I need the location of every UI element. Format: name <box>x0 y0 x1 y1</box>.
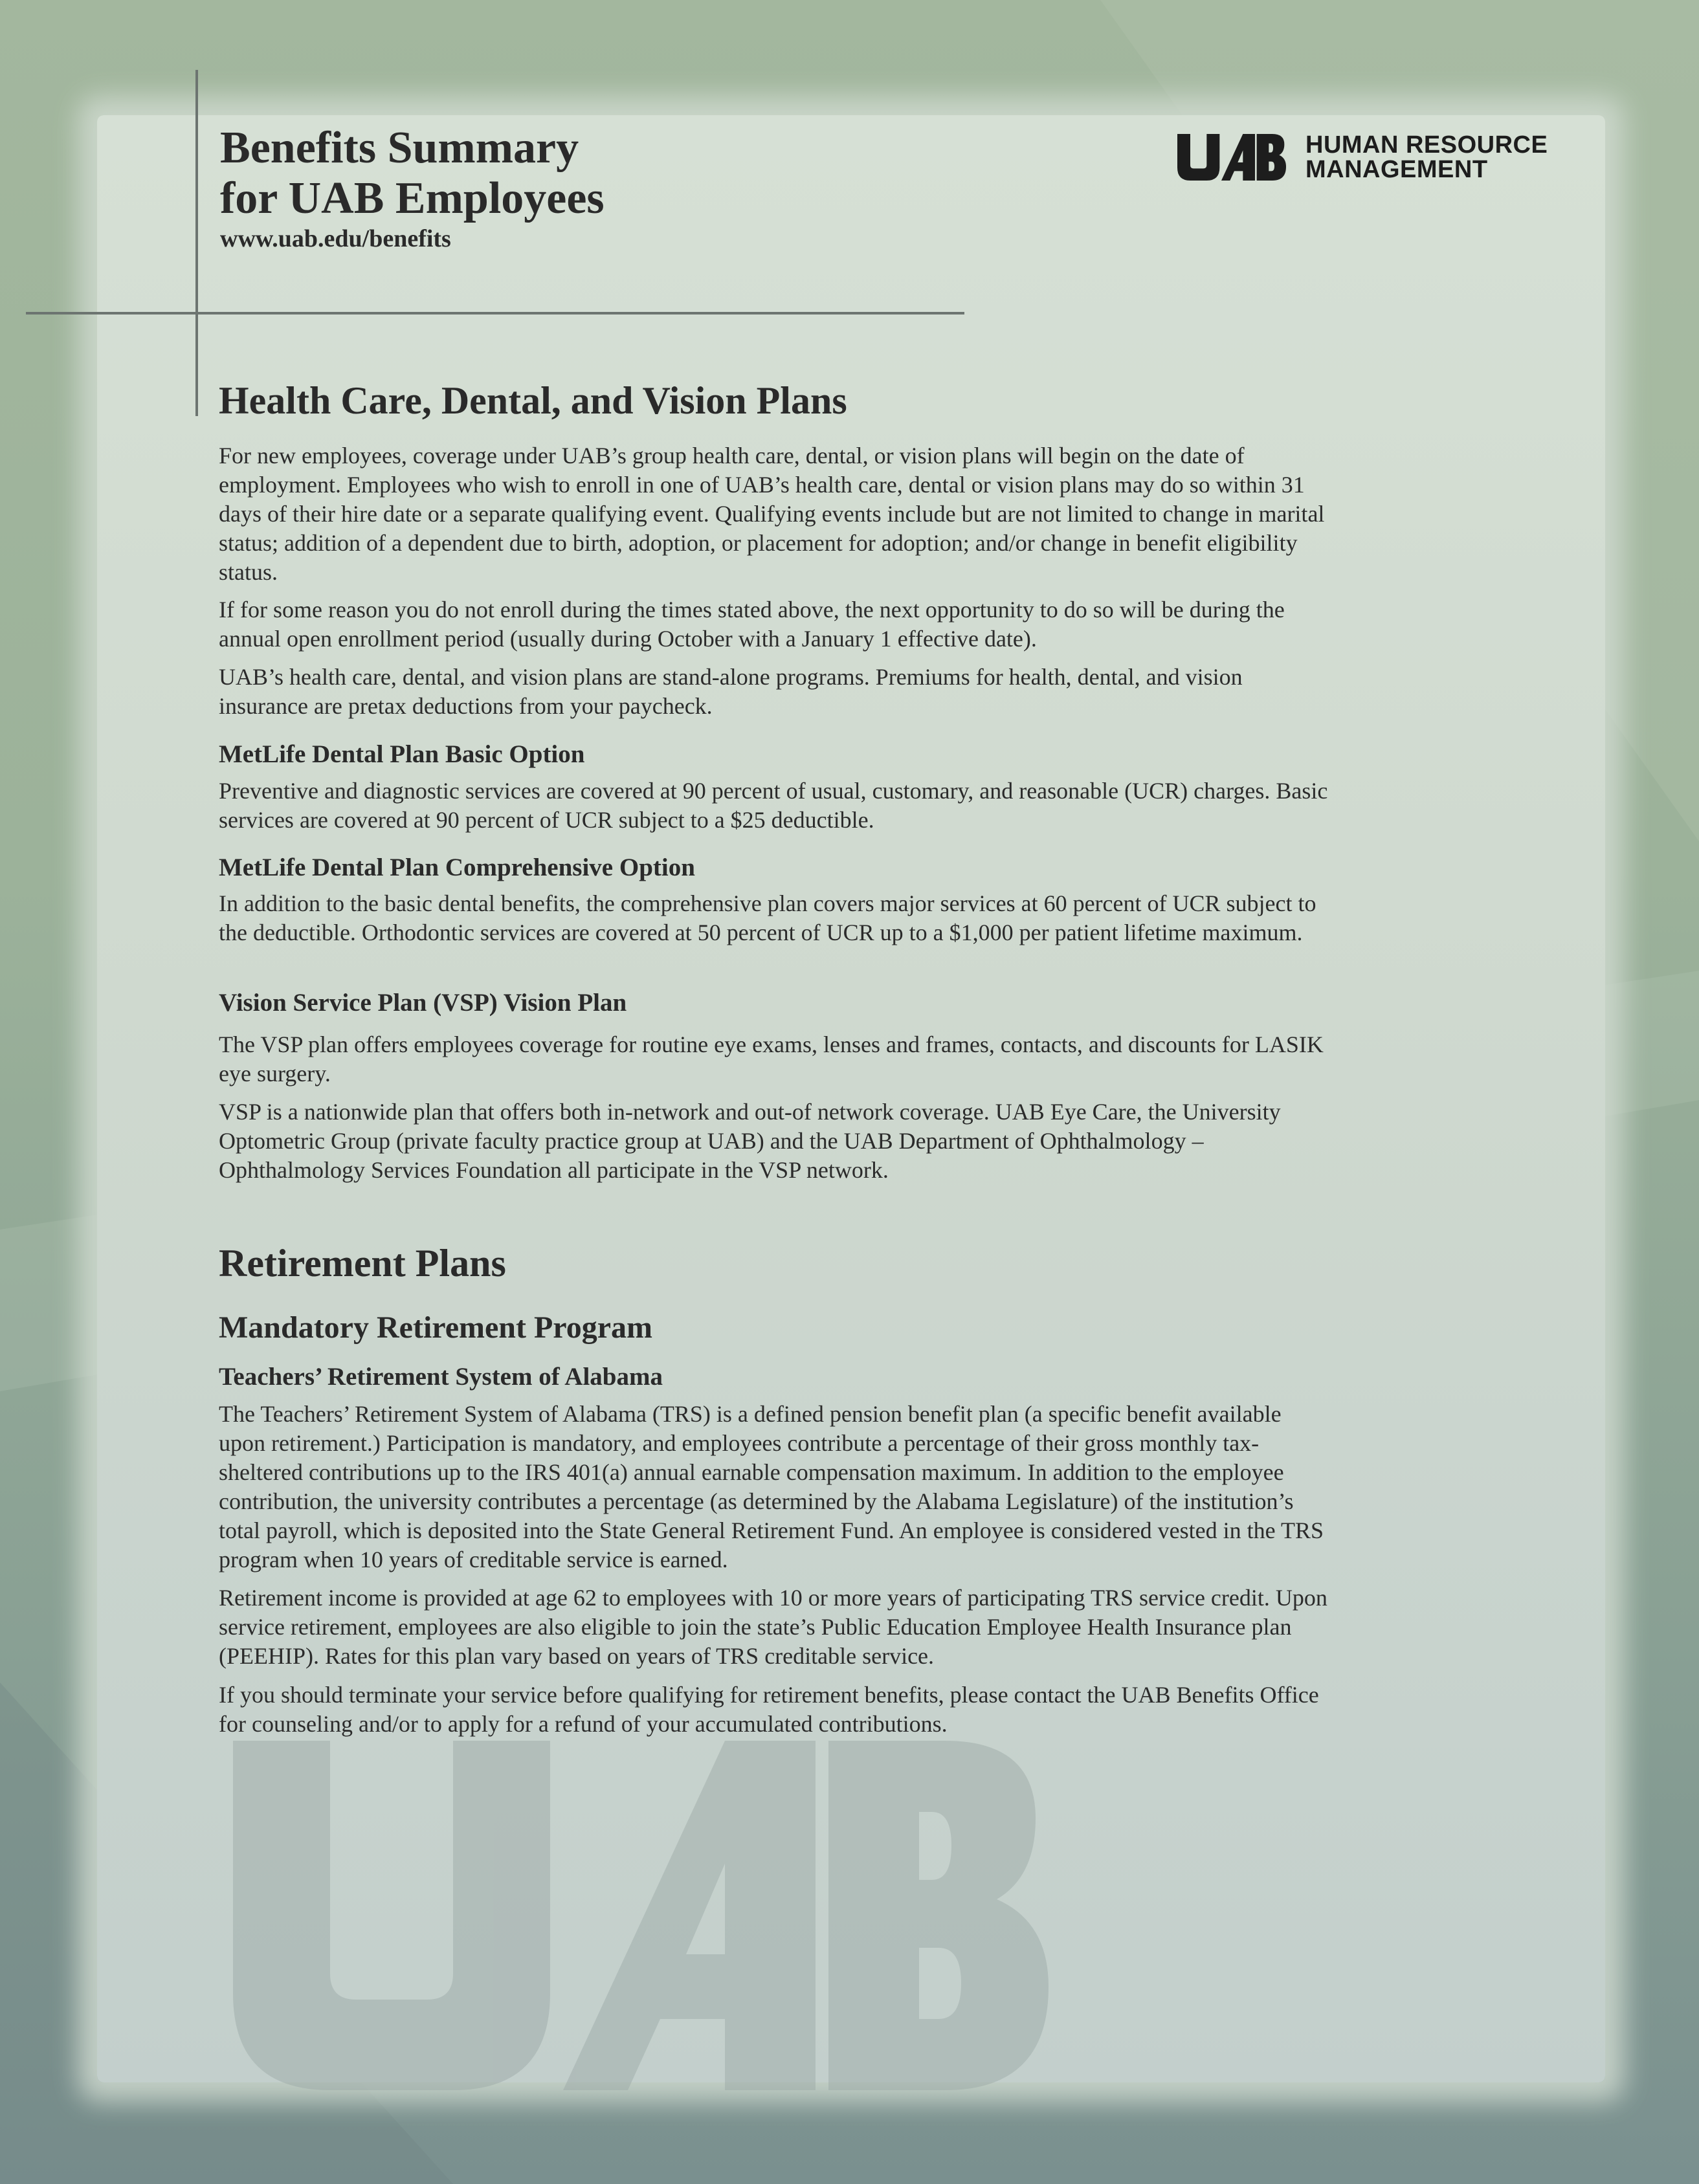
trs-heading: Teachers’ Retirement System of Alabama <box>219 1363 663 1391</box>
trs-paragraph-3: If you should terminate your service before qualifying for retirement benefits, please contact the UAB Benefits Office for counseling and/or to apply for a refund of your accumulated contributions. <box>219 1682 1319 1737</box>
dental-basic-text: Preventive and diagnostic services are covered at 90 percent of usual, customary, and reasonable (UCR) charges. Basic services are covered at 90 percent of UCR subject to a $25 deductible. <box>219 778 1328 833</box>
mandatory-retirement-heading: Mandatory Retirement Program <box>219 1310 653 1345</box>
benefits-url-link[interactable]: www.uab.edu/benefits <box>220 225 451 252</box>
retirement-section-heading: Retirement Plans <box>219 1242 506 1285</box>
uab-hr-logo <box>1167 133 1548 182</box>
page-title <box>220 123 605 224</box>
dental-basic-heading: MetLife Dental Plan Basic Option <box>219 740 585 768</box>
page-title-line1: Benefits Summary <box>220 123 579 173</box>
logo-department-text <box>1305 133 1548 182</box>
dental-comprehensive-text: In addition to the basic dental benefits, the comprehensive plan covers major services at 60 percent of UCR subject to the deductible. Orthodontic services are covered at 50 percent of UCR up to a $1,000 per patient lifetime maximum. <box>219 890 1316 945</box>
uab-logo-icon <box>1167 134 1296 181</box>
vision-paragraph-2: VSP is a nationwide plan that offers both in-network and out-of network coverage. UAB Eye Care, the University Optometric Group (private faculty practice group at UAB) and the UAB Department of Ophthalmology – Ophthalmology Services Foundation all participate in the VSP network. <box>219 1099 1281 1183</box>
header-horizontal-rule <box>26 312 964 314</box>
header-vertical-rule <box>195 70 198 416</box>
dental-comprehensive-heading: MetLife Dental Plan Comprehensive Option <box>219 854 695 881</box>
vision-paragraph-1: The VSP plan offers employees coverage for routine eye exams, lenses and frames, contacts, and discounts for LASIK eye surgery. <box>219 1031 1324 1086</box>
trs-paragraph-1: The Teachers’ Retirement System of Alabama (TRS) is a defined pension benefit plan (a specific benefit available upon retirement.) Participation is mandatory, and employees contribute a percentage of their gross monthly tax-sheltered contributions up to the IRS 401(a) annual earnable compensation maximum. In addition to the employee contribution, the university contributes a percentage (as determined by the Alabama Legislature) of the institution’s total payroll, which is deposited into the State General Retirement Fund. An employee is considered vested in the TRS program when 10 years of creditable service is earned. <box>219 1401 1324 1572</box>
health-paragraph-2: If for some reason you do not enroll during the times stated above, the next opportunity to do so will be during the annual open enrollment period (usually during October with a January 1 effective date). <box>219 597 1285 652</box>
uab-watermark-logo <box>233 1741 1049 2090</box>
page-title-line2: for UAB Employees <box>220 173 605 223</box>
logo-line2: MANAGEMENT <box>1305 156 1488 183</box>
vision-heading: Vision Service Plan (VSP) Vision Plan <box>219 989 627 1017</box>
logo-line1: HUMAN RESOURCE <box>1305 131 1548 159</box>
health-paragraph-1: For new employees, coverage under UAB’s group health care, dental, or vision plans will begin on the date of employment. Employees who wish to enroll in one of UAB’s health care, dental or vision plans may do so within 31 days of their hire date or a separate qualifying event. Qualifying events include but are not limited to change in marital status; addition of a dependent due to birth, adoption, or placement for adoption; and/or change in benefit eligibility status. <box>219 443 1325 585</box>
health-section-heading: Health Care, Dental, and Vision Plans <box>219 379 847 422</box>
health-paragraph-3: UAB’s health care, dental, and vision plans are stand-alone programs. Premiums for health, dental, and vision insurance are pretax deductions from your paycheck. <box>219 664 1243 719</box>
trs-paragraph-2: Retirement income is provided at age 62 to employees with 10 or more years of participating TRS service credit. Upon service retirement, employees are also eligible to join the state’s Public Education Employee Health Insurance plan (PEEHIP). Rates for this plan vary based on years of TRS creditable service. <box>219 1585 1327 1669</box>
